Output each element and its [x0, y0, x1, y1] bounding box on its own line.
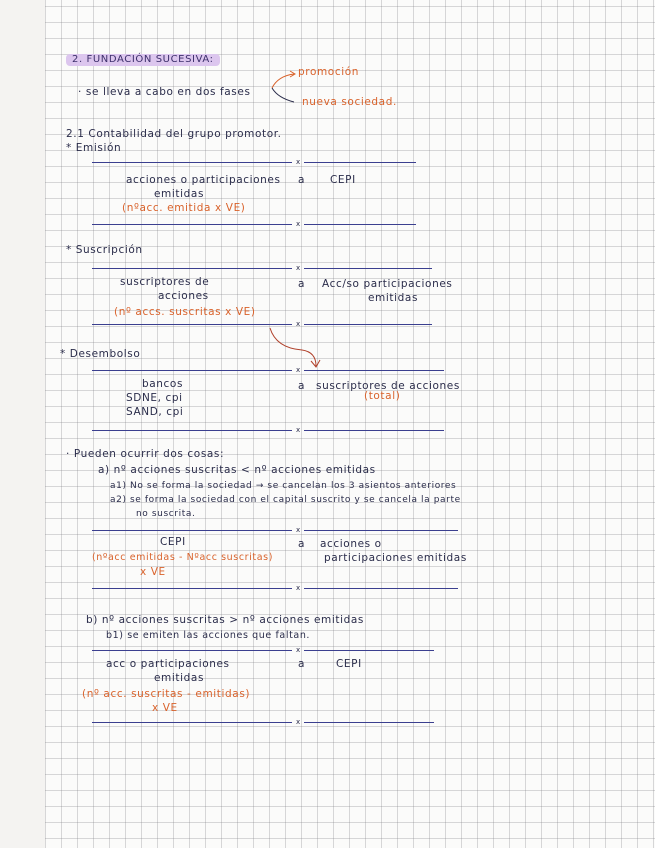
entry-b1-debit-1: acc o participaciones [106, 658, 230, 670]
journal-marker: x [296, 718, 301, 726]
section-heading-2-1: 2.1 Contabilidad del grupo promotor. [66, 128, 282, 140]
journal-line [304, 530, 458, 531]
desembolso-heading: * Desembolso [60, 348, 141, 360]
journal-marker: x [296, 526, 301, 534]
case-b1: b1) se emiten las acciones que faltan. [106, 630, 311, 641]
journal-line [92, 530, 292, 531]
journal-marker: x [296, 320, 301, 328]
journal-marker: x [296, 584, 301, 592]
journal-line [304, 162, 416, 163]
entry-b1-credit: CEPI [336, 658, 362, 670]
entry-b1-note-2: x VE [152, 702, 178, 714]
branch-arrows-icon [270, 68, 300, 108]
journal-line [304, 650, 434, 651]
intro-text: · se lleva a cabo en dos fases [78, 86, 251, 98]
journal-marker: x [296, 264, 301, 272]
emision-heading: * Emisión [66, 142, 122, 154]
journal-marker: x [296, 646, 301, 654]
emision-debit-1: acciones o participaciones [126, 174, 281, 186]
journal-line [92, 430, 292, 431]
journal-marker: x [296, 158, 301, 166]
desembolso-debit-3: SAND, cpi [126, 406, 184, 418]
desembolso-credit-1: suscriptores de acciones [316, 380, 460, 392]
cosas-heading: · Pueden ocurrir dos cosas: [66, 448, 225, 460]
entry-a2-a: a [298, 538, 306, 550]
suscripcion-credit-1: Acc/so participaciones [322, 278, 453, 290]
emision-debit-2: emitidas [154, 188, 205, 200]
journal-line [304, 588, 458, 589]
journal-line [304, 268, 432, 269]
emision-credit: CEPI [330, 174, 356, 186]
suscripcion-a: a [298, 278, 306, 290]
journal-line [92, 370, 292, 371]
branch-promocion: promoción [298, 66, 359, 78]
journal-line [92, 268, 292, 269]
suscripcion-credit-2: emitidas [368, 292, 419, 304]
entry-b1-note-1: (nº acc. suscritas - emitidas) [82, 688, 251, 700]
suscripcion-heading: * Suscripción [66, 244, 143, 256]
case-a2-line1: a2) se forma la sociedad con el capital suscrito y se cancela la parte [110, 495, 461, 505]
desembolso-a: a [298, 380, 306, 392]
entry-a2-note-2: x VE [140, 566, 166, 578]
suscripcion-debit-1: suscriptores de [120, 276, 210, 288]
desembolso-credit-2: (total) [364, 390, 401, 402]
suscripcion-debit-2: acciones [158, 290, 209, 302]
branch-nueva-sociedad: nueva sociedad. [302, 96, 397, 108]
entry-a2-debit: CEPI [160, 536, 186, 548]
journal-line [92, 588, 292, 589]
emision-note: (nºacc. emitida x VE) [122, 202, 246, 214]
entry-a2-note-1: (nºacc emitidas - Nºacc suscritas) [92, 552, 274, 563]
case-a1: a1) No se forma la sociedad → se cancelan los 3 asientos anteriores [110, 481, 457, 491]
entry-a2-credit-1: acciones o [320, 538, 382, 550]
suscripcion-note: (nº accs. suscritas x VE) [114, 306, 256, 318]
entry-b1-debit-2: emitidas [154, 672, 205, 684]
journal-marker: x [296, 220, 301, 228]
case-a2-line2: no suscrita. [136, 509, 196, 519]
case-b: b) nº acciones suscritas > nº acciones emitidas [86, 614, 364, 626]
journal-line [92, 162, 292, 163]
page-title: 2. FUNDACIÓN SUCESIVA: [66, 54, 220, 66]
desembolso-debit-2: SDNE, cpi [126, 392, 183, 404]
curved-arrow-icon [266, 326, 326, 370]
journal-line [304, 722, 434, 723]
desembolso-debit-1: bancos [142, 378, 184, 390]
journal-line [304, 224, 416, 225]
emision-a: a [298, 174, 306, 186]
entry-a2-credit-2: participaciones emitidas [324, 552, 467, 564]
journal-line [304, 324, 432, 325]
journal-marker: x [296, 366, 301, 374]
journal-line [92, 722, 292, 723]
case-a: a) nº acciones suscritas < nº acciones emitidas [98, 464, 376, 476]
journal-line [92, 324, 292, 325]
journal-line [304, 430, 444, 431]
journal-marker: x [296, 426, 301, 434]
journal-line [92, 650, 292, 651]
journal-line [92, 224, 292, 225]
journal-line [304, 370, 444, 371]
entry-b1-a: a [298, 658, 306, 670]
